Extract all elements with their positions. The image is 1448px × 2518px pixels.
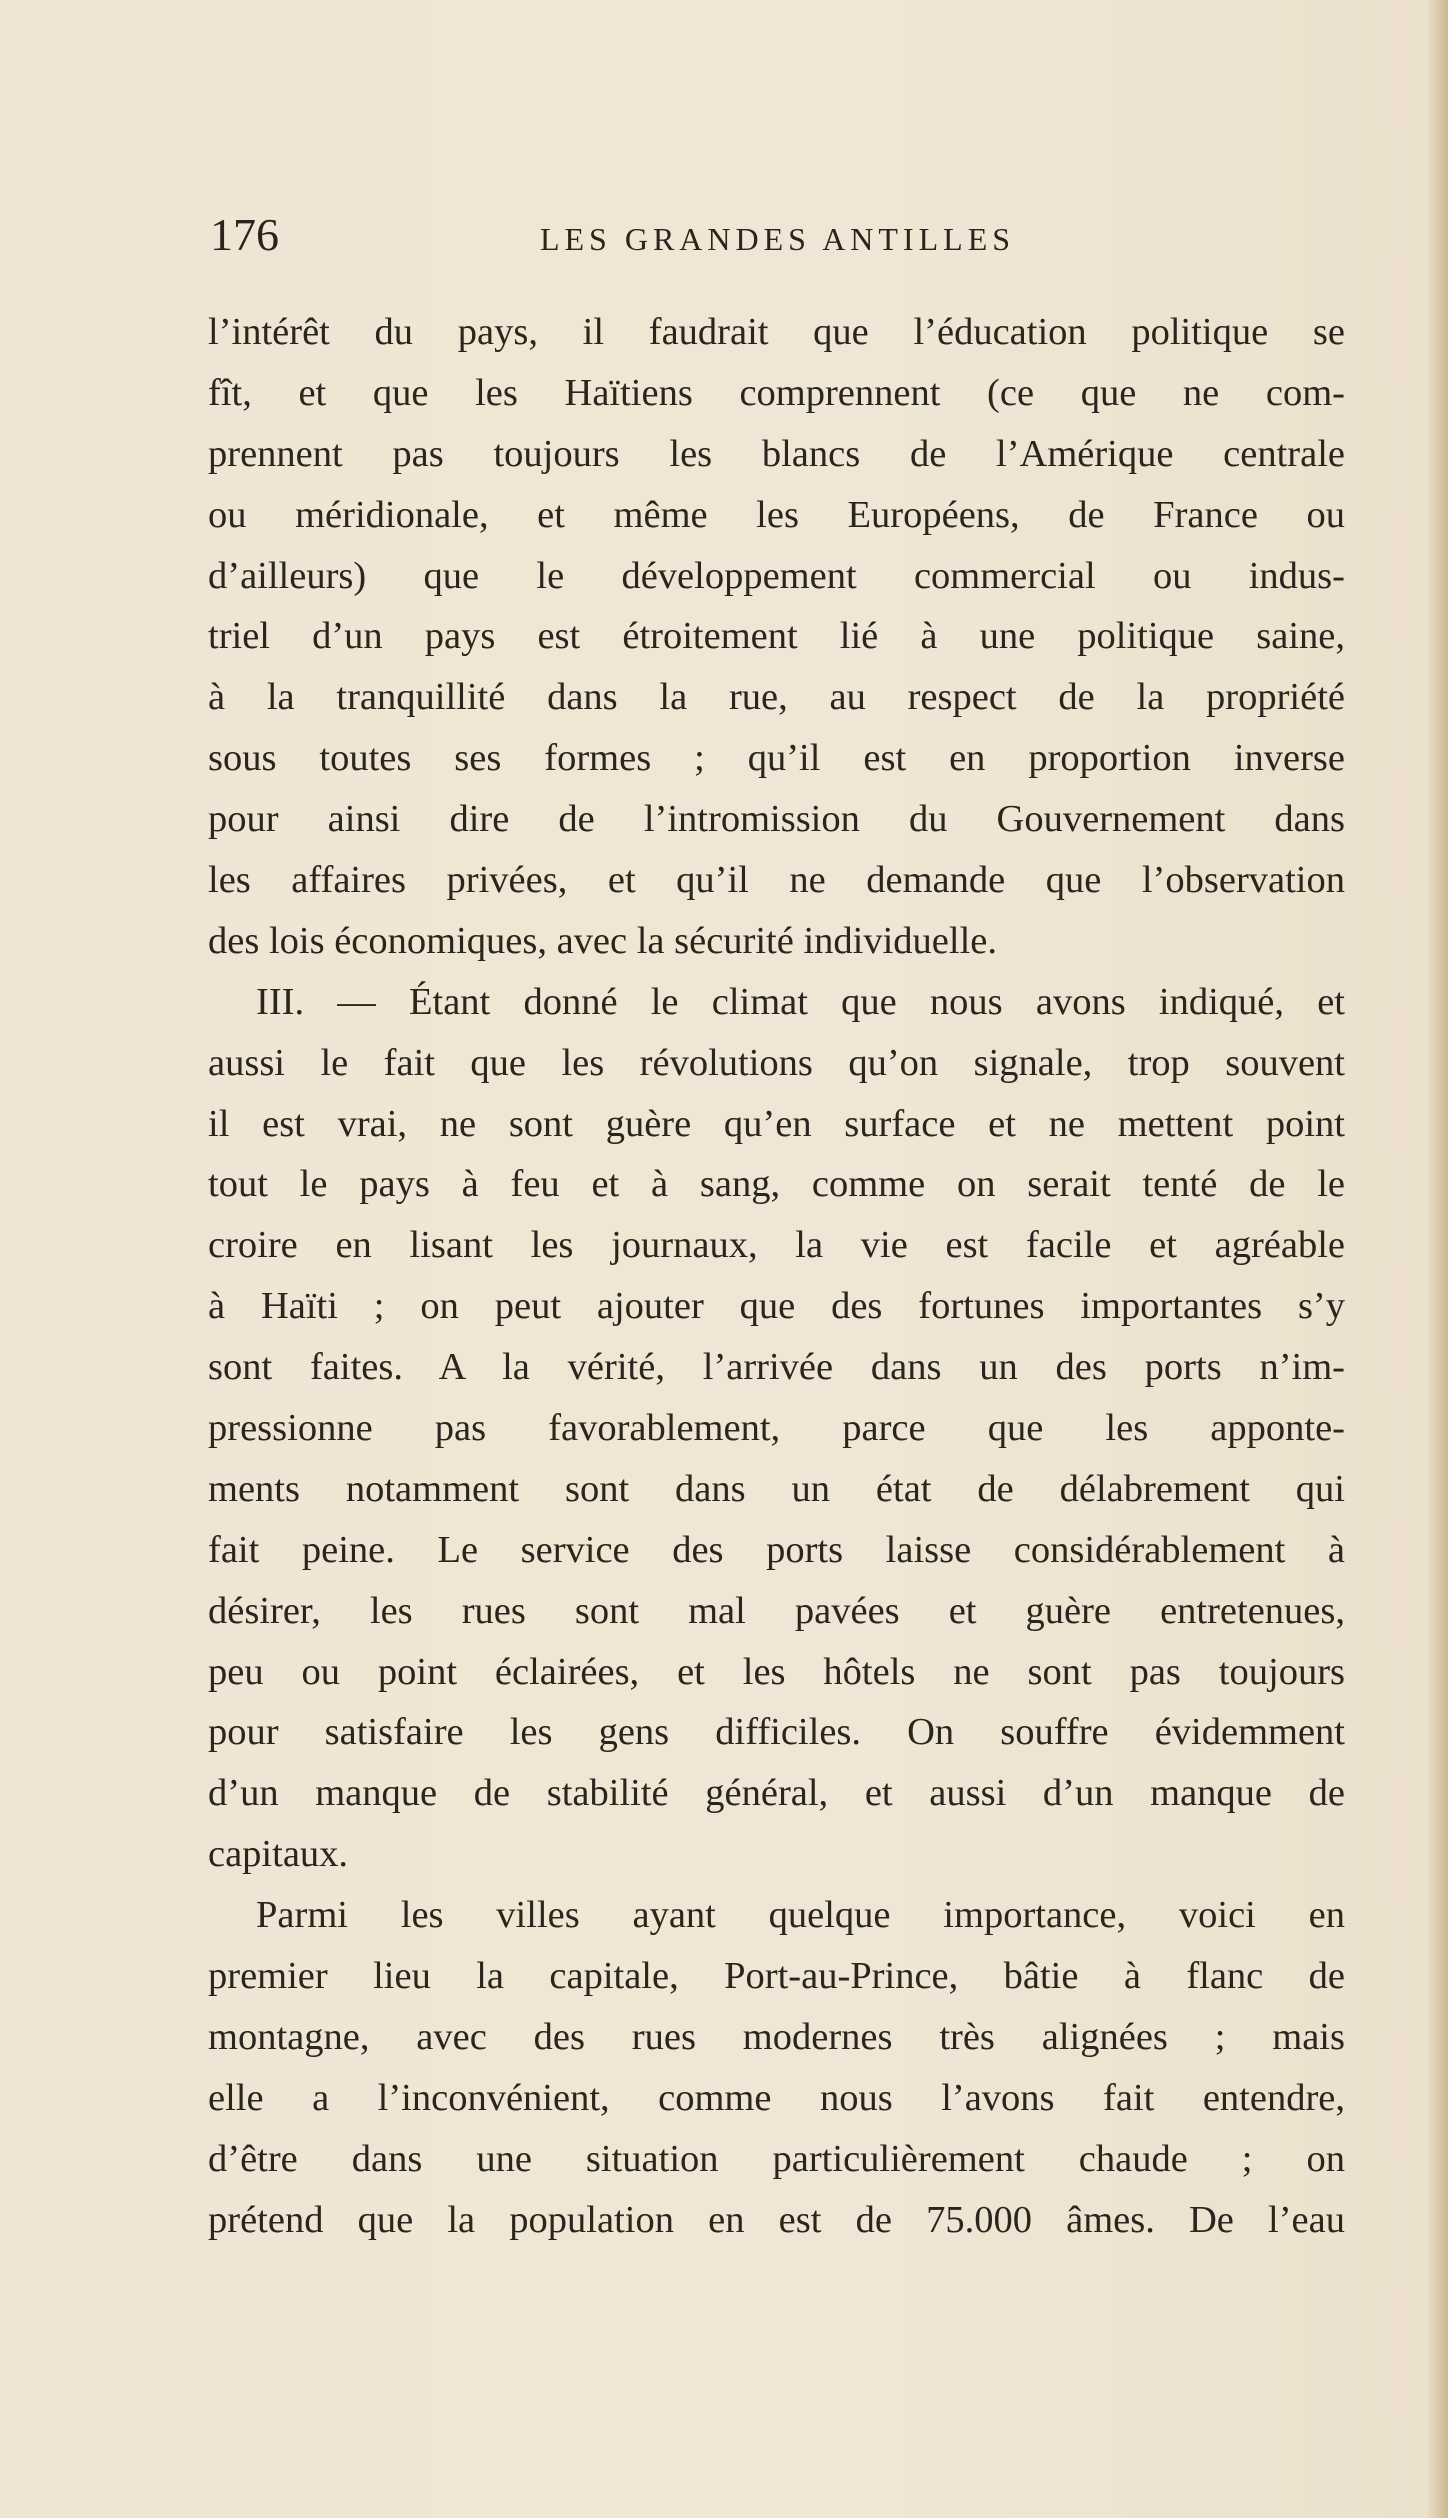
text-line: d’un manque de stabilité général, et aussi d’un manque de [208,1772,1345,1815]
text-line: pour satisfaire les gens difficiles. On souffre évidemment [208,1711,1345,1754]
text-line: d’ailleurs) que le développement commercial ou indus- [208,554,1345,597]
text-line: sont faites. A la vérité, l’arrivée dans un des ports n’im- [208,1346,1345,1389]
text-line: elle a l’inconvénient, comme nous l’avons fait entendre, [208,2076,1345,2119]
page-edge [1426,0,1448,2518]
text-line: Parmi les villes ayant quelque importance, voici en [256,1894,1345,1937]
text-line: il est vrai, ne sont guère qu’en surface et ne mettent point [208,1102,1345,1145]
body-text [208,302,1345,2251]
running-title: LES GRANDES ANTILLES [539,221,1016,257]
page-number: 176 [210,209,279,260]
text-line: prétend que la population en est de 75.000 âmes. De l’eau [208,2198,1345,2241]
text-line: tout le pays à feu et à sang, comme on serait tenté de le [208,1163,1345,1206]
text-line: sous toutes ses formes ; qu’il est en proportion inverse [208,737,1345,780]
text-line: à Haïti ; on peut ajouter que des fortunes importantes s’y [208,1285,1345,1328]
text-line: aussi le fait que les révolutions qu’on signale, trop souvent [208,1041,1345,1084]
text-line: triel d’un pays est étroitement lié à une politique saine, [208,615,1345,658]
text-line: l’intérêt du pays, il faudrait que l’éducation politique se [208,311,1345,353]
text-line: à la tranquillité dans la rue, au respect de la propriété [208,676,1345,719]
text-line: ou méridionale, et même les Européens, de France ou [208,493,1345,536]
text-line: fît, et que les Haïtiens comprennent (ce que ne com- [208,371,1345,414]
text-line: ments notamment sont dans un état de délabrement qui [208,1467,1345,1510]
text-line: III. — Étant donné le climat que nous avons indiqué, et [256,980,1345,1023]
text-line: d’être dans une situation particulièrement chaude ; on [208,2137,1345,2180]
text-line: montagne, avec des rues modernes très alignées ; mais [208,2015,1345,2058]
text-line: pour ainsi dire de l’intromission du Gouvernement dans [208,798,1345,841]
text-line: les affaires privées, et qu’il ne demande que l’observation [208,859,1345,902]
text-line: prennent pas toujours les blancs de l’Amérique centrale [208,432,1345,475]
text-line: croire en lisant les journaux, la vie est facile et agréable [208,1224,1345,1267]
text-line: pressionne pas favorablement, parce que les apponte- [208,1407,1345,1450]
text-line: peu ou point éclairées, et les hôtels ne sont pas toujours [208,1650,1345,1693]
text-line: capitaux. [208,1833,349,1876]
text-line: premier lieu la capitale, Port-au-Prince, bâtie à flanc de [208,1955,1345,1998]
text-line: désirer, les rues sont mal pavées et guère entretenues, [208,1589,1345,1632]
page-header [210,205,1345,265]
text-line: des lois économiques, avec la sécurité individuelle. [208,919,998,962]
text-line: fait peine. Le service des ports laisse considérablement à [208,1528,1345,1571]
